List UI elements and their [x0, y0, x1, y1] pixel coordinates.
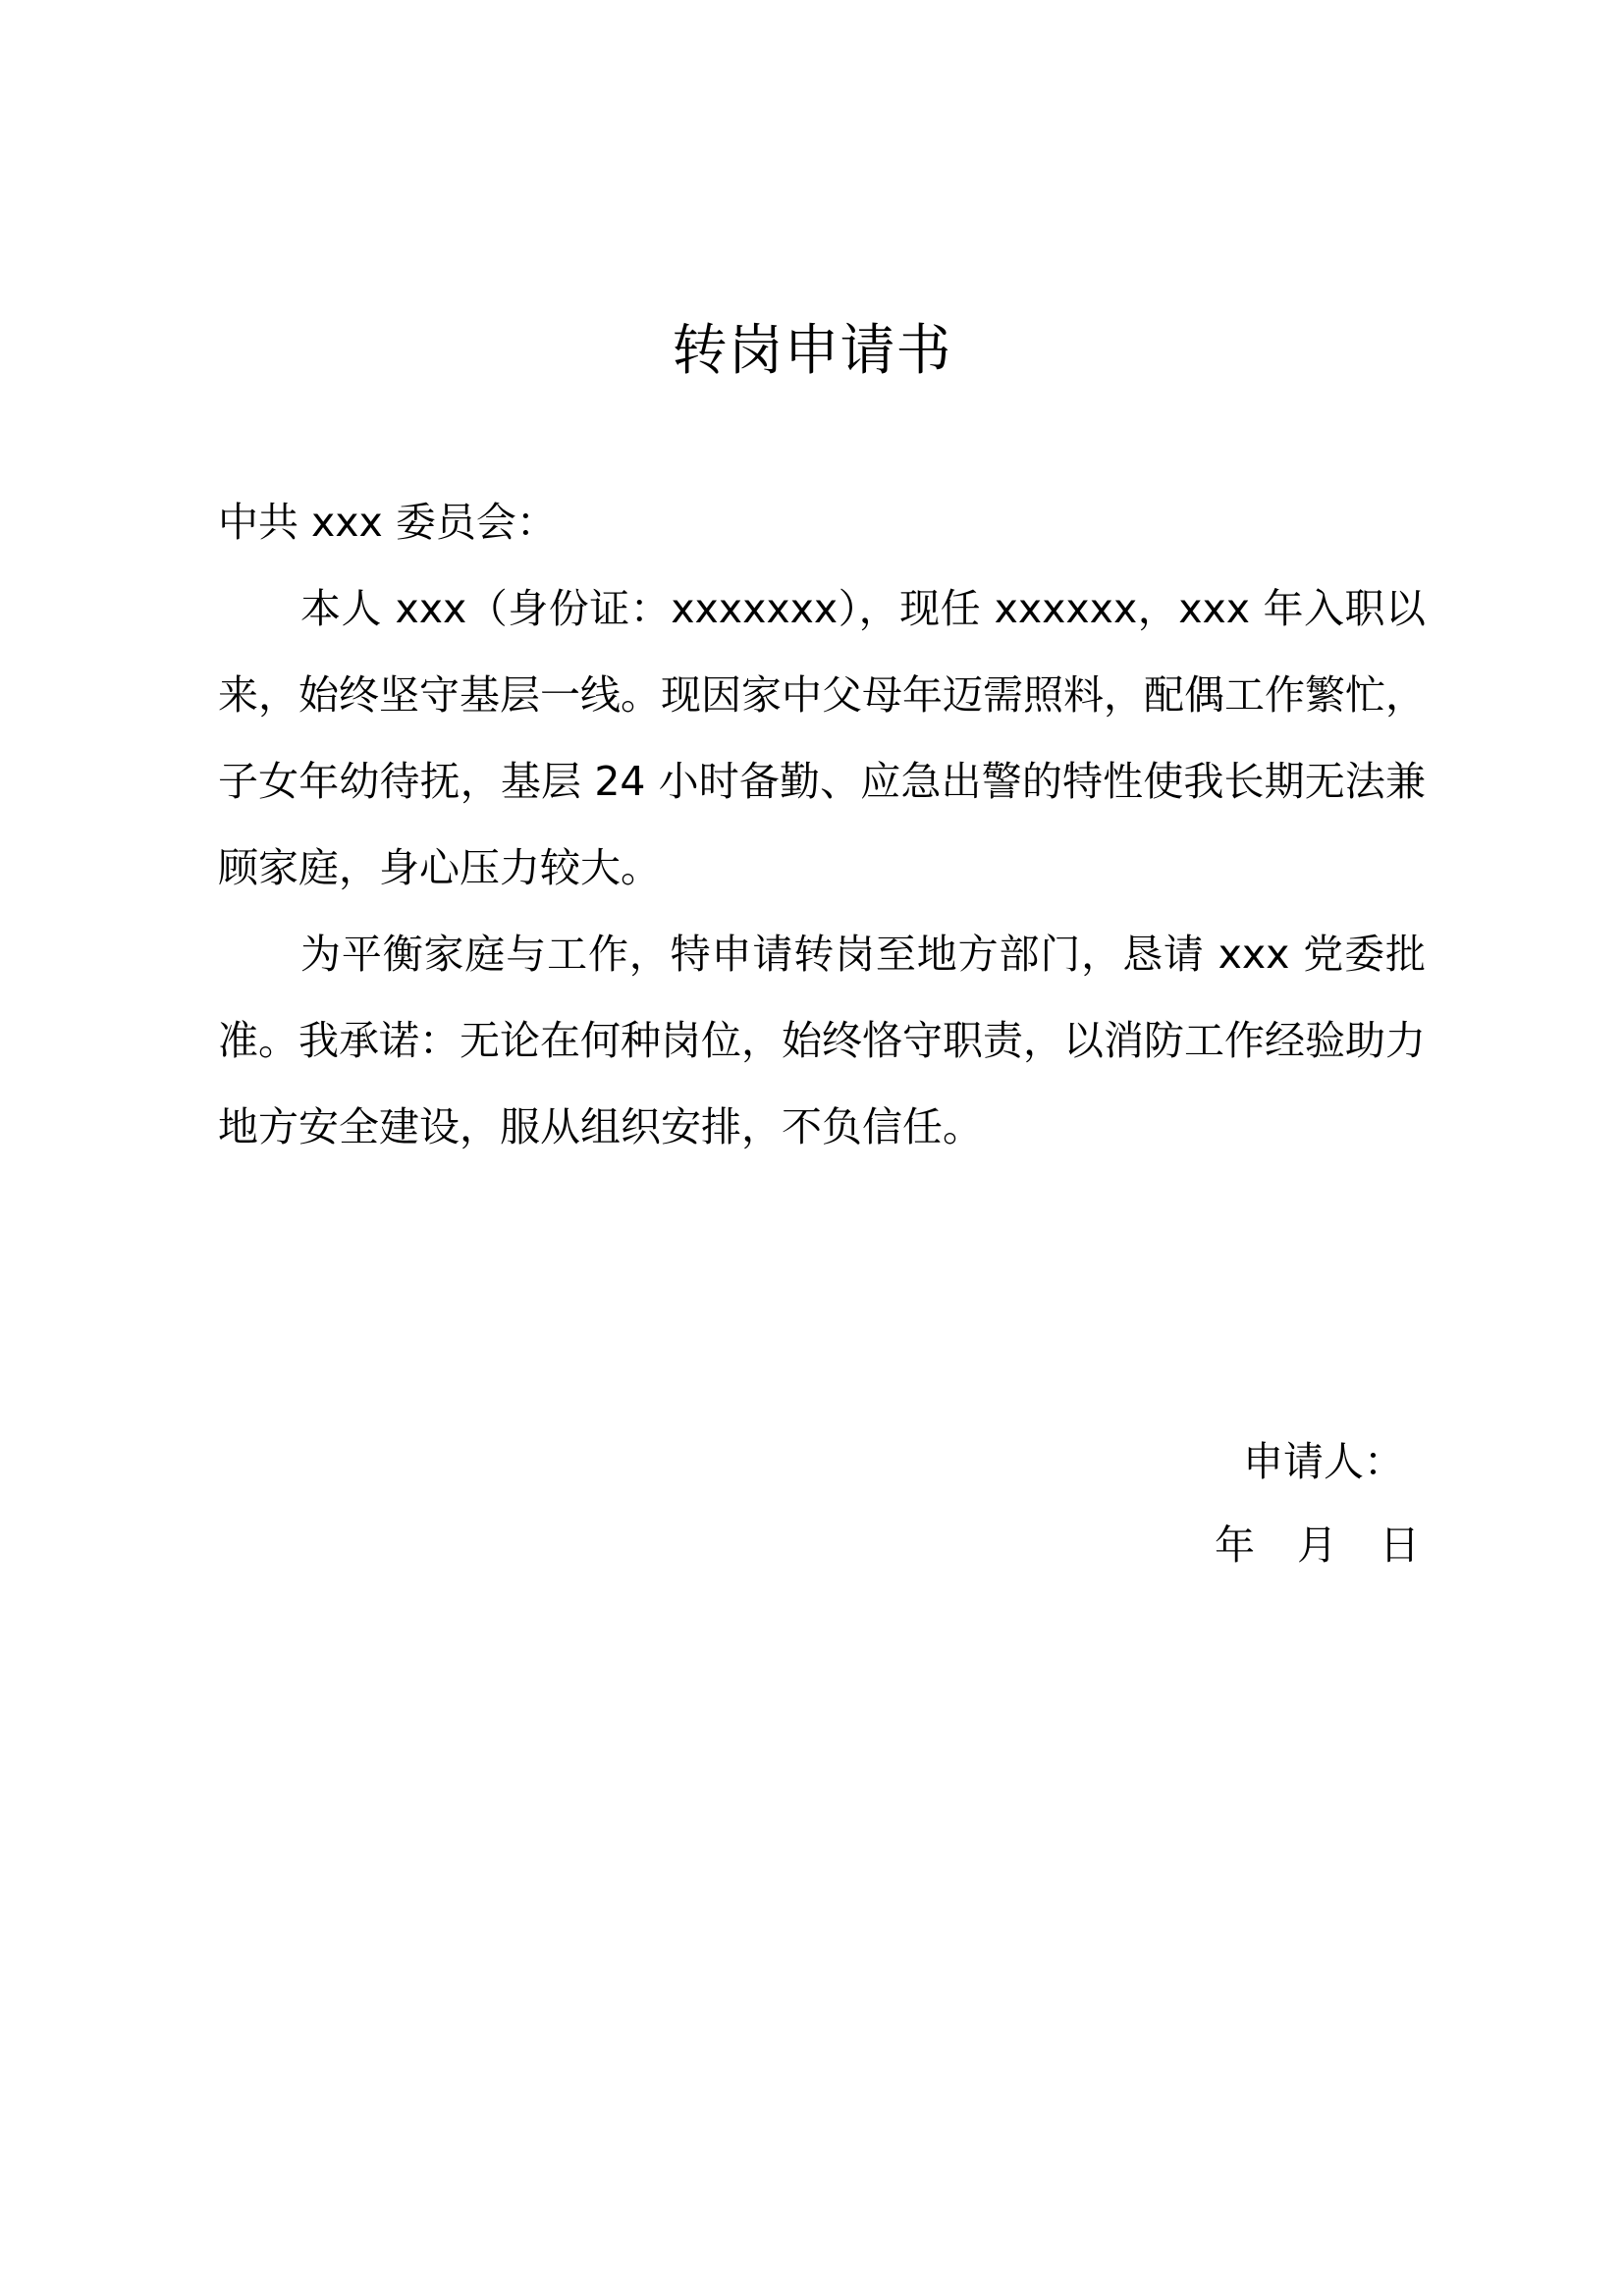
salutation: 中共 xxx 委员会：: [218, 499, 557, 546]
date-day-label: 日: [1380, 1522, 1420, 1569]
date-month-label: 月: [1297, 1522, 1337, 1569]
applicant-label: 申请人：: [1243, 1438, 1404, 1485]
paragraph-reason: 本人 xxx（身份证：xxxxxxx），现任 xxxxxx，xxx 年入职以来，始终坚守基层一线。现因家中父母年迈需照料，配偶工作繁忙，子女年幼待抚，基层 24 小时备勤、应急出警的特性使我长期无法兼顾家庭，身心压力较大。: [218, 585, 1426, 891]
date-year-label: 年: [1215, 1522, 1255, 1569]
paragraph-request: 为平衡家庭与工作，特申请转岗至地方部门，恳请 xxx 党委批准。我承诺：无论在何种岗位，始终恪守职责，以消防工作经验助力地方安全建设，服从组织安排，不负信任。: [218, 931, 1426, 1150]
date-line: [1215, 1502, 1420, 1588]
document-title: 转岗申请书: [672, 319, 952, 383]
letter-body: [218, 479, 1426, 1170]
